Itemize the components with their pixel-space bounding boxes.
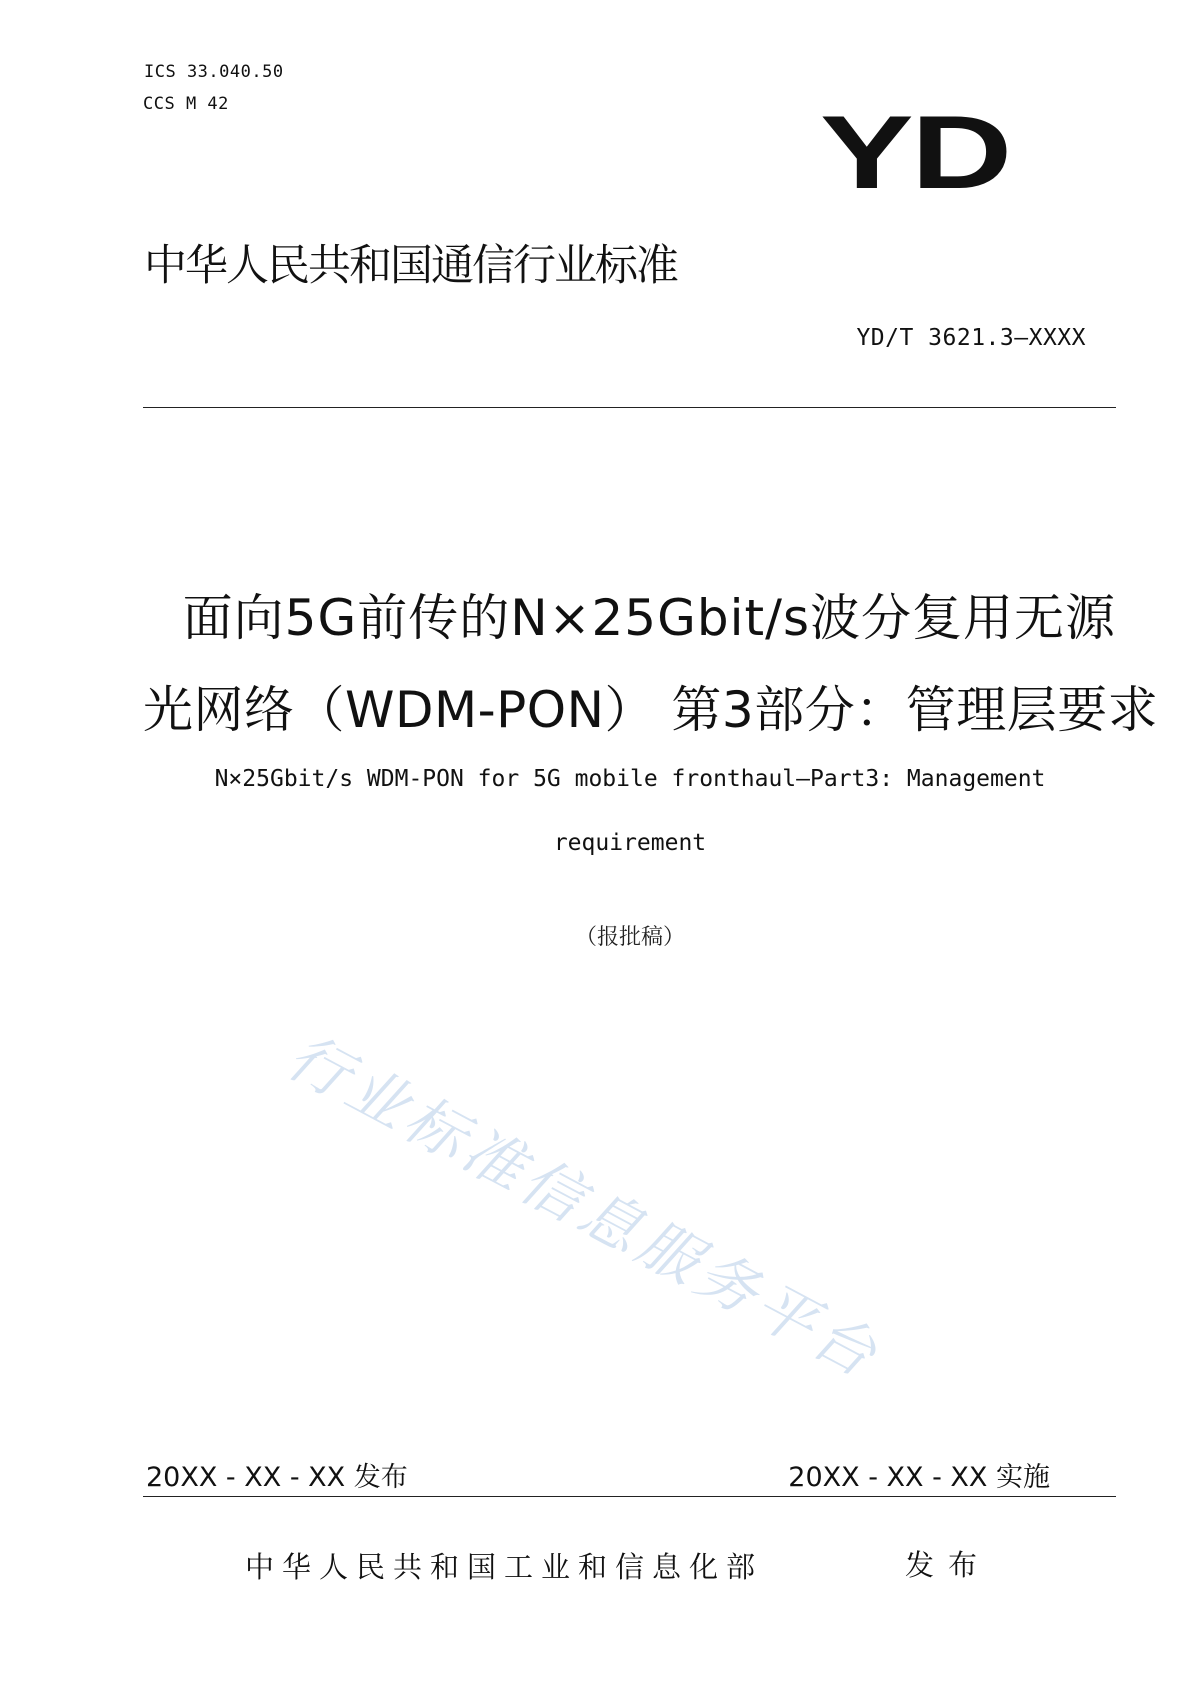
english-title-line-1: N×25Gbit/s WDM-PON for 5G mobile fronthaul—Part3: Management bbox=[214, 766, 1046, 792]
document-title-line-2: 光网络（WDM-PON） 第3部分：管理层要求 bbox=[143, 681, 1159, 739]
draft-stage: （报批稿） bbox=[574, 925, 685, 950]
document-title-line-1: 面向5G前传的N×25Gbit/s波分复用无源 bbox=[182, 589, 1116, 647]
ics-code: ICS 33.040.50 bbox=[144, 62, 284, 82]
bottom-divider bbox=[143, 1496, 1116, 1497]
standard-number: YD/T 3621.3—XXXX bbox=[856, 325, 1086, 351]
issuing-authority: 中华人民共和国工业和信息化部 bbox=[245, 1550, 764, 1584]
issue-label: 发布 bbox=[905, 1548, 992, 1582]
standard-category-title: 中华人民共和国通信行业标准 bbox=[144, 241, 677, 291]
english-title-line-2: requirement bbox=[553, 830, 707, 856]
watermark: 行业标准信息服务平台 bbox=[276, 1021, 892, 1394]
publish-date: 20XX - XX - XX 发布 bbox=[146, 1462, 408, 1493]
implementation-date: 20XX - XX - XX 实施 bbox=[788, 1462, 1050, 1493]
ccs-code: CCS M 42 bbox=[143, 94, 229, 114]
top-divider bbox=[143, 407, 1116, 408]
yd-logo: YD bbox=[820, 95, 1010, 211]
